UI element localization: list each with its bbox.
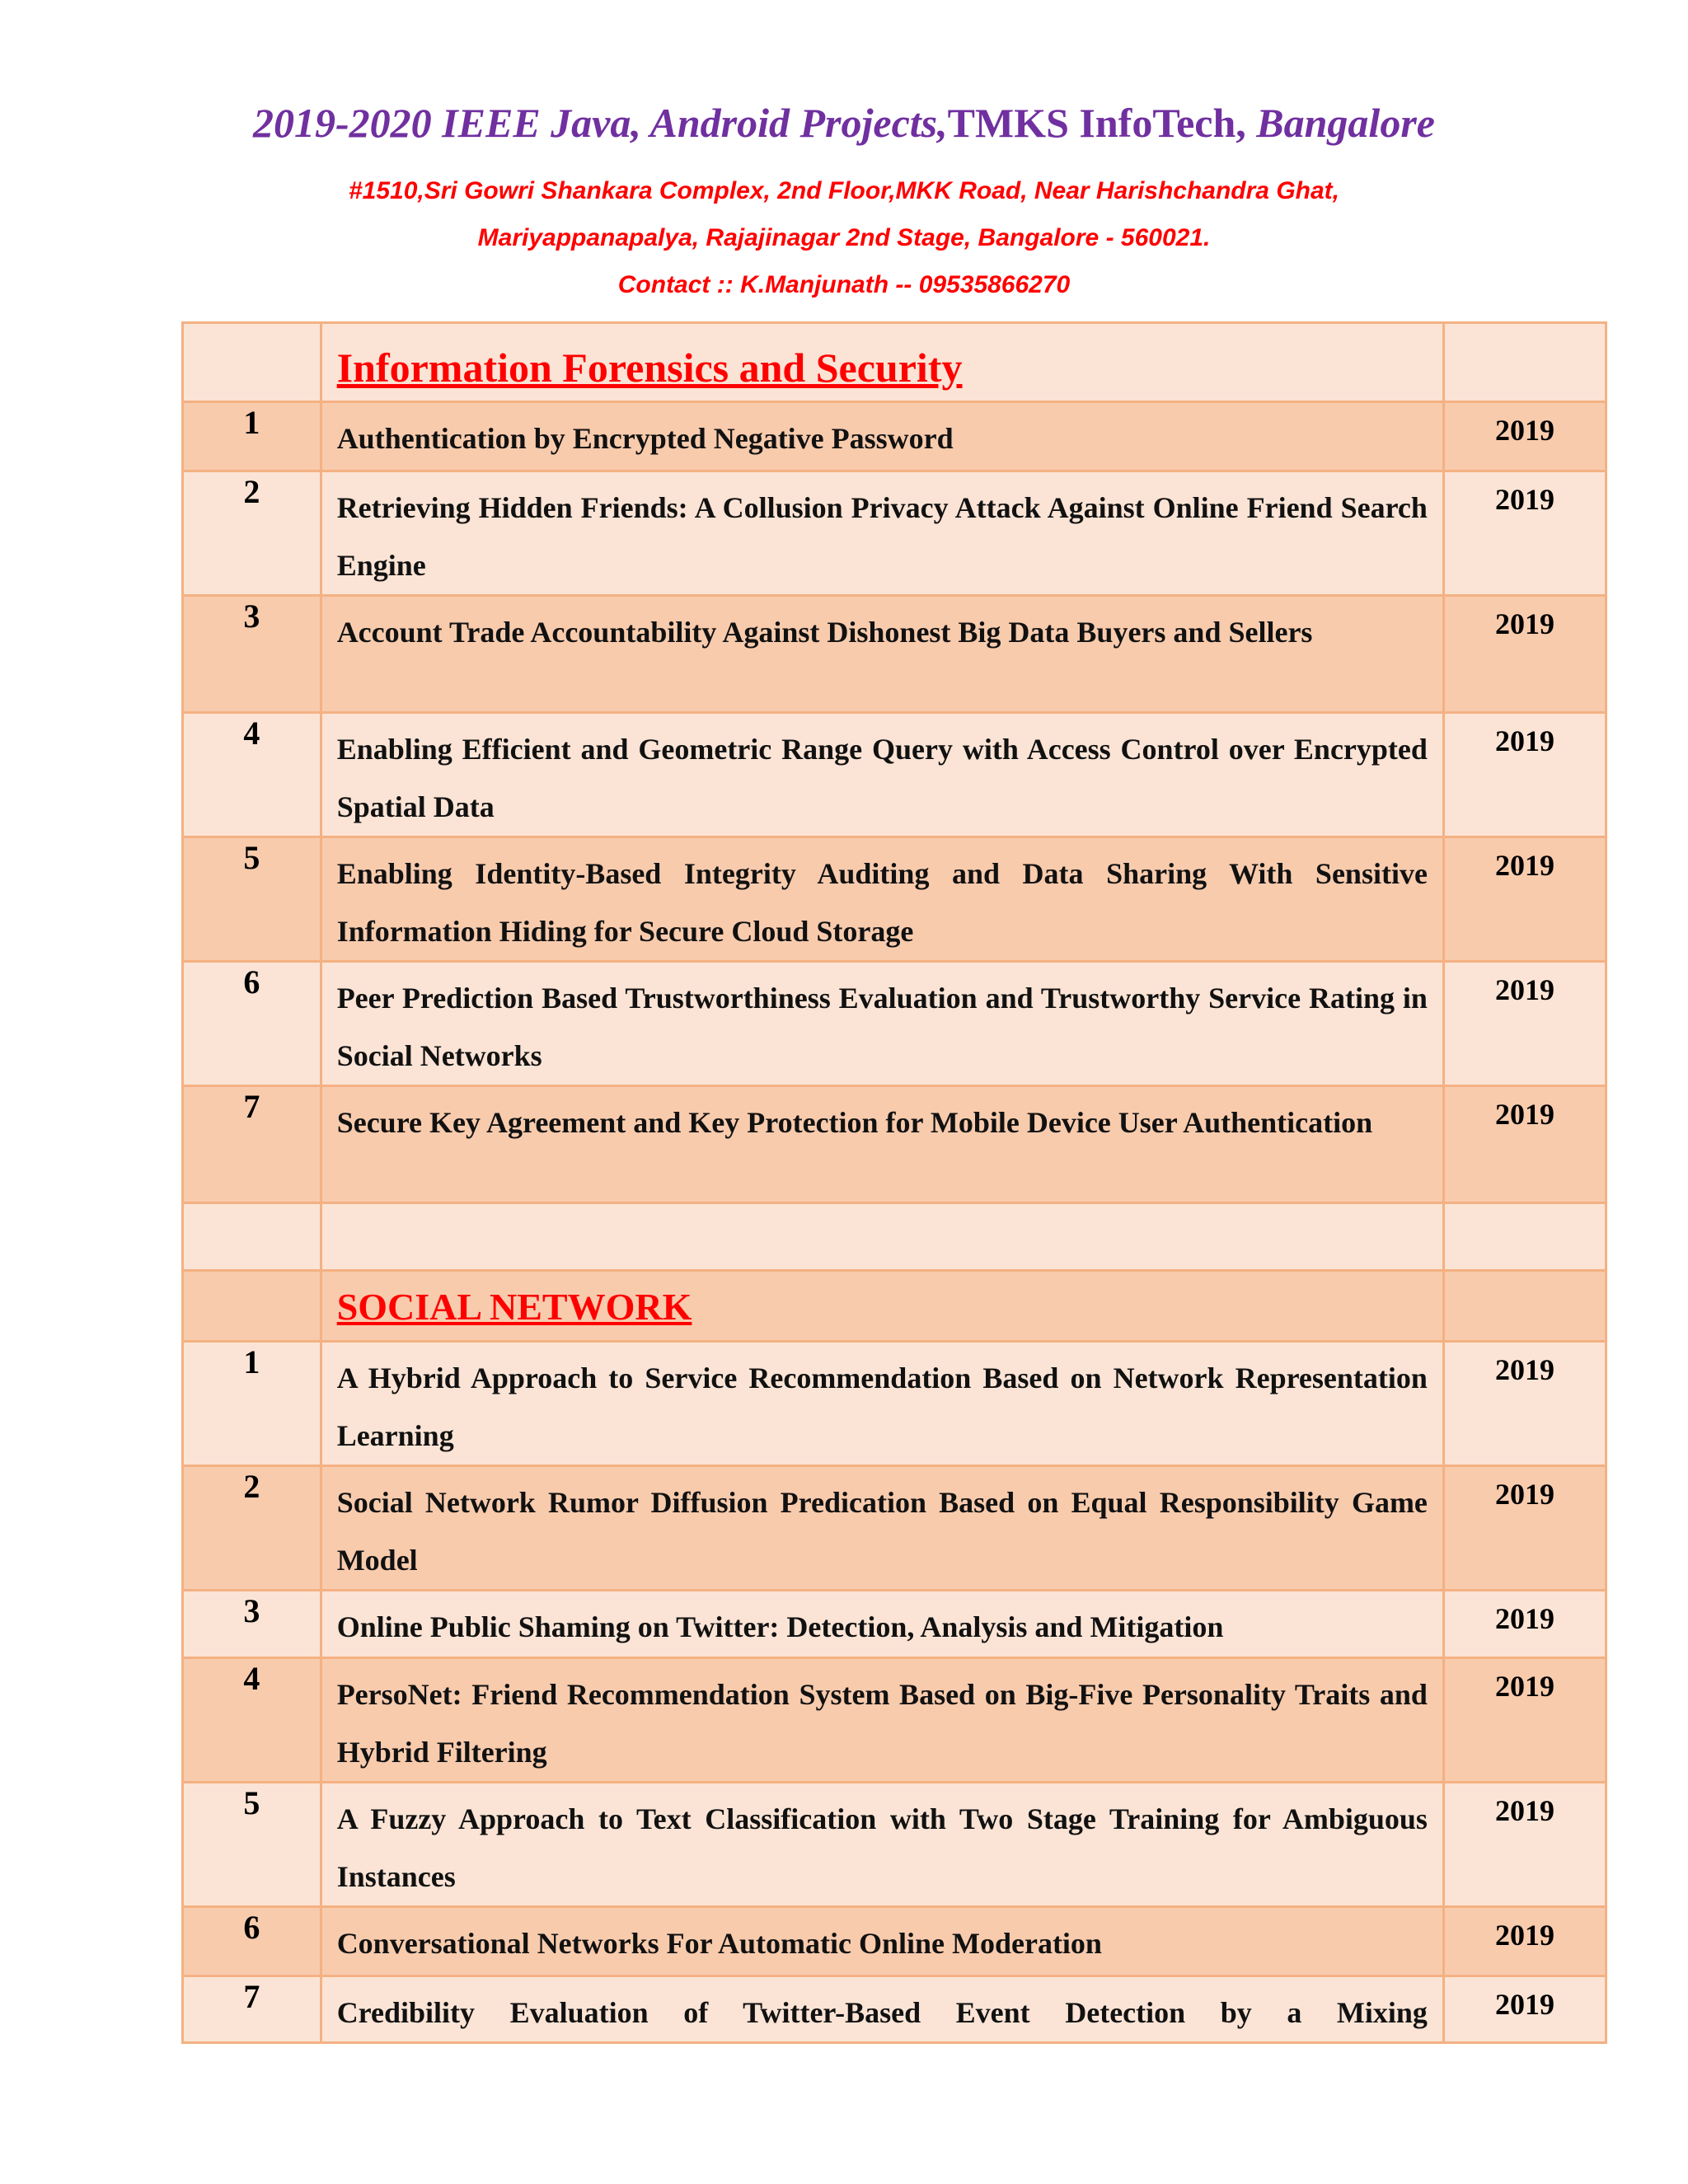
table-row xyxy=(183,1907,1606,1976)
table-row xyxy=(183,713,1606,837)
table-row xyxy=(183,596,1606,713)
row-number: 3 xyxy=(183,1591,321,1658)
row-number: 5 xyxy=(183,837,321,962)
row-number: 4 xyxy=(183,713,321,837)
row-number: 2 xyxy=(183,471,321,596)
title-part-3: Bangalore xyxy=(1245,100,1435,146)
row-year: 2019 xyxy=(1443,1342,1606,1466)
table-row xyxy=(183,402,1606,471)
row-number: 5 xyxy=(183,1783,321,1907)
row-title: Conversational Networks For Automatic Online Moderation xyxy=(321,1907,1443,1976)
address-line-2: Mariyappanapalya, Rajajinagar 2nd Stage, Bangalore - 560021. xyxy=(477,224,1211,251)
row-number: 7 xyxy=(183,1976,321,2043)
row-year: 2019 xyxy=(1443,962,1606,1086)
row-title: Online Public Shaming on Twitter: Detection, Analysis and Mitigation xyxy=(321,1591,1443,1658)
title-part-1: 2019-2020 IEEE Java, Android Projects, xyxy=(253,100,948,146)
row-year: 2019 xyxy=(1443,1658,1606,1783)
table-row xyxy=(183,962,1606,1086)
row-title: Peer Prediction Based Trustworthiness Evaluation and Trustworthy Service Rating in Social Networks xyxy=(321,962,1443,1086)
contact-line: Contact :: K.Manjunath -- 09535866270 xyxy=(617,271,1071,298)
section-title: SOCIAL NETWORK xyxy=(336,1286,692,1328)
row-year: 2019 xyxy=(1443,1466,1606,1591)
row-year: 2019 xyxy=(1443,1783,1606,1907)
row-title: Secure Key Agreement and Key Protection for Mobile Device User Authentication xyxy=(321,1086,1443,1203)
row-title: Authentication by Encrypted Negative Password xyxy=(321,402,1443,471)
row-title: A Hybrid Approach to Service Recommendation Based on Network Representation Learning xyxy=(321,1342,1443,1466)
row-title: Retrieving Hidden Friends: A Collusion Privacy Attack Against Online Friend Search Engine xyxy=(321,471,1443,596)
row-year: 2019 xyxy=(1443,837,1606,962)
section-header-row xyxy=(183,323,1606,402)
table-row xyxy=(183,1342,1606,1466)
row-year: 2019 xyxy=(1443,1907,1606,1976)
row-title: Account Trade Accountability Against Dishonest Big Data Buyers and Sellers xyxy=(321,596,1443,713)
section-title: Information Forensics and Security xyxy=(336,344,963,391)
row-year: 2019 xyxy=(1443,402,1606,471)
row-title: Social Network Rumor Diffusion Predication Based on Equal Responsibility Game Model xyxy=(321,1466,1443,1591)
row-number: 4 xyxy=(183,1658,321,1783)
row-number: 2 xyxy=(183,1466,321,1591)
row-title: Credibility Evaluation of Twitter-Based Event Detection by a Mixing xyxy=(321,1976,1443,2043)
row-year: 2019 xyxy=(1443,1591,1606,1658)
row-number: 1 xyxy=(183,1342,321,1466)
row-number: 7 xyxy=(183,1086,321,1203)
row-number: 6 xyxy=(183,1907,321,1976)
table-row xyxy=(183,1976,1606,2043)
row-title: Enabling Efficient and Geometric Range Query with Access Control over Encrypted Spatial Data xyxy=(321,713,1443,837)
page-title xyxy=(0,99,1688,147)
row-title: A Fuzzy Approach to Text Classification with Two Stage Training for Ambiguous Instances xyxy=(321,1783,1443,1907)
row-title: Enabling Identity-Based Integrity Auditing and Data Sharing With Sensitive Information Hiding for Secure Cloud Storage xyxy=(321,837,1443,962)
row-number: 6 xyxy=(183,962,321,1086)
table-row xyxy=(183,1591,1606,1658)
address-line-1: #1510,Sri Gowri Shankara Complex, 2nd Floor,MKK Road, Near Harishchandra Ghat, xyxy=(348,177,1339,204)
table-row xyxy=(183,471,1606,596)
section-header-row xyxy=(183,1271,1606,1342)
projects-table xyxy=(181,321,1607,2044)
table-row xyxy=(183,1466,1606,1591)
row-title: PersoNet: Friend Recommendation System Based on Big-Five Personality Traits and Hybrid Filtering xyxy=(321,1658,1443,1783)
row-year: 2019 xyxy=(1443,471,1606,596)
table-row xyxy=(183,1658,1606,1783)
row-number: 1 xyxy=(183,402,321,471)
row-number: 3 xyxy=(183,596,321,713)
blank-row xyxy=(183,1203,1606,1271)
title-part-2: TMKS InfoTech, xyxy=(947,100,1246,146)
row-year: 2019 xyxy=(1443,713,1606,837)
row-year: 2019 xyxy=(1443,1086,1606,1203)
row-year: 2019 xyxy=(1443,596,1606,713)
table-row xyxy=(183,837,1606,962)
table-row xyxy=(183,1086,1606,1203)
row-year: 2019 xyxy=(1443,1976,1606,2043)
table-row xyxy=(183,1783,1606,1907)
